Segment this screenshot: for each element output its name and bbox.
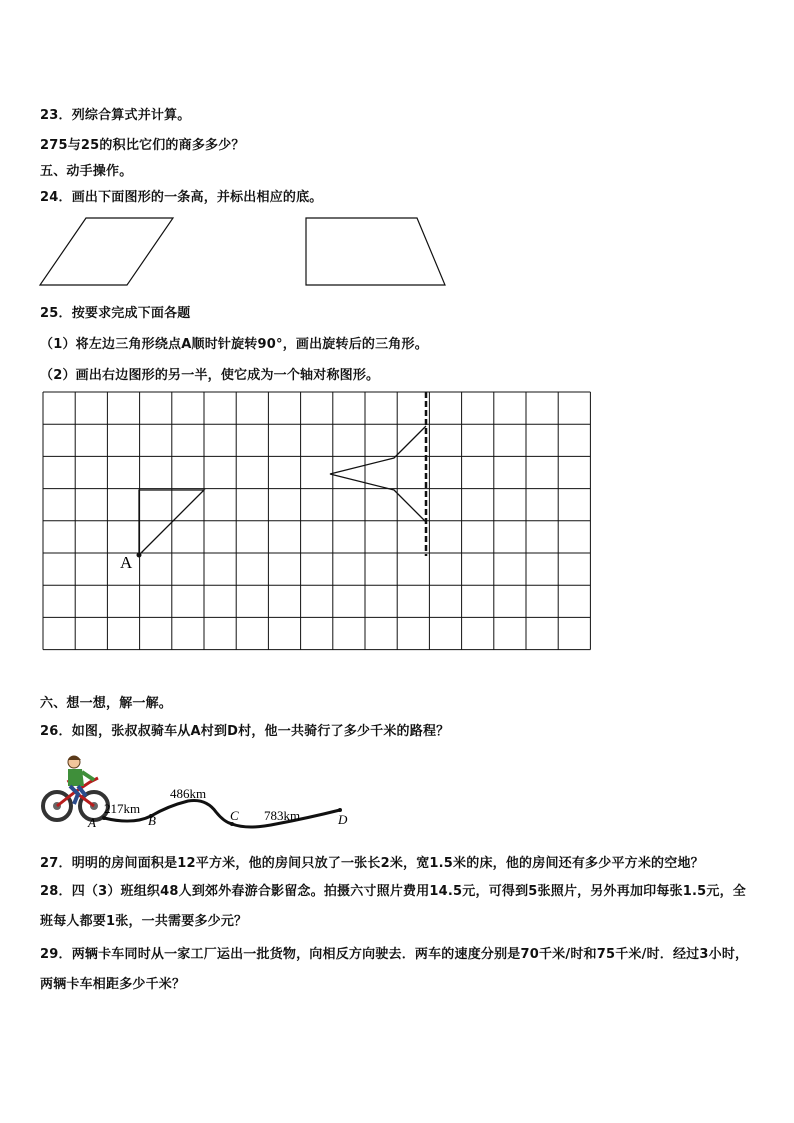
half-figure	[330, 426, 426, 522]
trapezoid-figure	[306, 218, 445, 285]
q28-text: 28．四（3）班组织48人到郊外春游合影留念。拍摄六寸照片费用14.5元，可得到5张照片，另外再加印每张1.5元，全班每人都要1张，一共需要多少元？	[40, 884, 746, 929]
q25-title: 25．按要求完成下面各题	[40, 306, 191, 321]
section-5-heading: 五、动手操作。	[40, 164, 133, 179]
q25-part1: （1）将左边三角形绕点A顺时针旋转90°，画出旋转后的三角形。	[40, 337, 428, 352]
q27-text: 27．明明的房间面积是12平方米，他的房间只放了一张长2米，宽1.5米的床，他的房间还有多少平方米的空地？	[40, 856, 704, 871]
route-point-c: C	[230, 808, 239, 823]
route-point-a: A	[88, 815, 96, 830]
q23-text: 275与25的积比它们的商多多少？	[40, 138, 245, 153]
q26-text: 26．如图，张叔叔骑车从A村到D村，他一共骑行了多少千米的路程？	[40, 724, 450, 739]
distance-cd: 783km	[264, 808, 301, 823]
route-point-d: D	[338, 812, 348, 827]
distance-ab: 217km	[104, 801, 141, 816]
cycling-route	[38, 752, 398, 837]
q29-text: 29．两辆卡车同时从一家工厂运出一批货物，向相反方向驶去．两车的速度分别是70千米/时和75千米/时．经过3小时，两辆卡车相距多少千米？	[40, 947, 749, 992]
section-6-heading: 六、想一想，解一解。	[40, 696, 173, 711]
q24-title: 24．画出下面图形的一条高，并标出相应的底。	[40, 190, 323, 205]
square-grid	[40, 390, 600, 660]
q25-part2: （2）画出右边图形的另一半，使它成为一个轴对称图形。	[40, 368, 380, 383]
distance-bc: 486km	[170, 786, 207, 801]
parallelogram-figure	[0, 210, 794, 290]
point-a-label: A	[120, 553, 133, 572]
q23-title: 23．列综合算式并计算。	[40, 108, 191, 123]
point-a-dot	[137, 553, 142, 558]
cyclist-icon	[43, 756, 108, 820]
route-point-b: B	[148, 813, 156, 828]
